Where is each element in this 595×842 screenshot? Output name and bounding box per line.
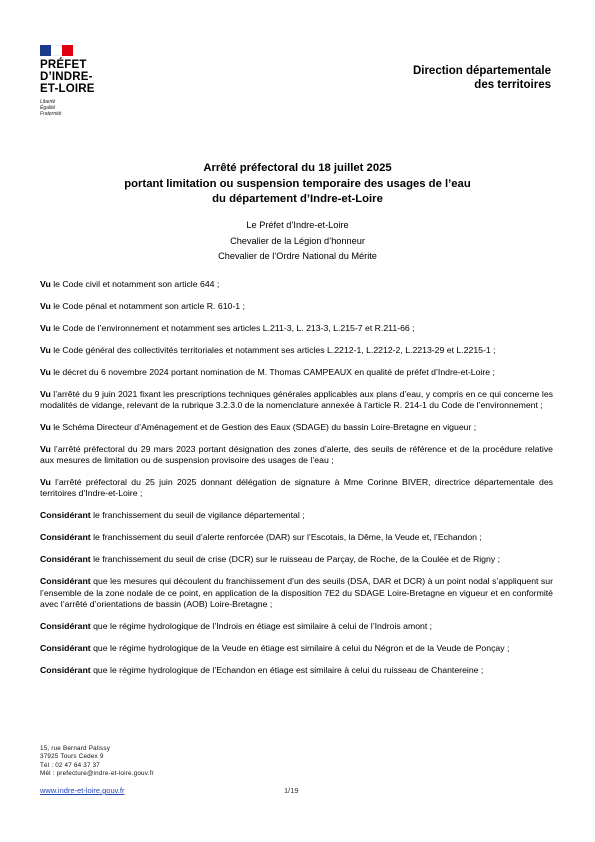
- recital-paragraph: [40, 422, 553, 433]
- address-line: Tél : 02 47 64 37 37: [40, 761, 101, 769]
- recital-lead: Vu: [40, 344, 51, 355]
- prefet-titles: [40, 218, 555, 265]
- recital-paragraph: [40, 389, 553, 412]
- document-title: [40, 161, 555, 208]
- recital-text: le Code civil et notamment son article 644 ;: [50, 279, 220, 289]
- recital-lead: Considérant: [40, 554, 91, 565]
- recital-paragraph: [40, 301, 553, 312]
- recital-lead: Vu: [40, 300, 51, 311]
- recital-lead: Vu: [40, 477, 51, 488]
- prefecture-logo: [40, 45, 130, 117]
- recital-text: le Code général des collectivités territoriales et notamment ses articles L.2212-1, L.2212-2, L.2213-29 et L.2215-1 ;: [50, 344, 496, 355]
- recital-lead: Vu: [40, 443, 51, 454]
- recital-text: que le régime hydrologique de l’Indrois en étiage est similaire à celui de l’Indrois amont ;: [90, 620, 433, 631]
- logo-line: PRÉFET: [40, 59, 87, 71]
- recital-paragraph: [40, 323, 553, 334]
- prefet-line: Chevalier de la Légion d’honneur: [230, 235, 365, 246]
- issuing-direction: [413, 64, 551, 92]
- prefet-line: Le Préfet d’Indre-et-Loire: [246, 220, 349, 230]
- address-line: 15, rue Bernard Palissy: [40, 745, 111, 752]
- recital-text: que les mesures qui découlent du franchissement d’un des seuils (DSA, DAR et DCR) à un point nodal s’appliquent sur l’ensemble de la zone nodale de ce point, en application de la disposition 7E2 du SDAGE Loire-Bretagne en vigueur et en conformité avec l’arrêté d’orientations de bassin (AOB) Loire-Bretagne ;: [40, 576, 553, 609]
- recital-text: le Code de l’environnement et notamment ses articles L.211-3, L. 213-3, L.215-7 et R.211-66 ;: [50, 322, 415, 333]
- recital-paragraph: [40, 665, 553, 676]
- recital-text: l’arrêté préfectoral du 29 mars 2023 portant désignation des zones d’alerte, des seuils de référence et de la procédure relative aux mesures de limitation ou de suspension provisoire des usages de l’eau ;: [40, 443, 553, 466]
- recital-lead: Considérant: [40, 576, 91, 587]
- title-line: du département d’Indre-et-Loire: [212, 193, 383, 205]
- direction-line: des territoires: [474, 79, 551, 91]
- recital-paragraph: [40, 554, 553, 565]
- recital-lead: Considérant: [40, 664, 91, 675]
- recital-paragraph: [40, 444, 553, 467]
- recital-text: que le régime hydrologique de la Veude en étiage est similaire à celui du Négron et de la Veude de Ponçay ;: [90, 642, 510, 653]
- website-link[interactable]: www.indre-et-loire.gouv.fr: [40, 786, 125, 795]
- republic-motto: [40, 99, 130, 117]
- title-line: portant limitation ou suspension temporaire des usages de l’eau: [124, 177, 471, 190]
- recital-paragraph: [40, 477, 553, 500]
- address-line: Mél : prefecture@indre-et-loire.gouv.fr: [40, 769, 154, 777]
- recital-text: l’arrêté préfectoral du 25 juin 2025 donnant délégation de signature à Mme Corinne BIVER, directrice départementale des territoires d’Indre-et-Loire ;: [40, 477, 553, 499]
- motto-line: Liberté: [40, 99, 56, 105]
- recital-paragraph: [40, 643, 553, 654]
- recital-text: que le régime hydrologique de l’Echandon en étiage est similaire à celui du ruisseau de Chantereine ;: [90, 664, 484, 675]
- recital-lead: Vu: [40, 388, 51, 399]
- logo-line: ET-LOIRE: [40, 83, 95, 95]
- recital-paragraph: [40, 279, 553, 290]
- recital-paragraph: [40, 576, 553, 610]
- motto-line: Fraternité: [40, 111, 62, 117]
- recitals: [40, 279, 553, 687]
- recital-text: le décret du 6 novembre 2024 portant nomination de M. Thomas CAMPEAUX en qualité de préfet d’Indre-et-Loire ;: [50, 366, 495, 377]
- logo-text: [40, 59, 130, 95]
- recital-text: le franchissement du seuil de crise (DCR) sur le ruisseau de Parçay, de Roche, de la Coulée et de Rigny ;: [90, 554, 501, 565]
- republic-flag-icon: [40, 45, 73, 56]
- recital-text: l’arrêté du 9 juin 2021 fixant les prescriptions techniques générales applicables aux plans d’eau, y compris en ce qui concerne les modalités de vidange, relevant de la rubrique 3.2.3.0 de la nomenclature annexée à l’article R. 214-1 du Code de l’environnement ;: [40, 388, 553, 410]
- recital-paragraph: [40, 621, 553, 632]
- motto-line: Égalité: [40, 105, 56, 111]
- page-number: 1/19: [284, 786, 299, 795]
- recital-lead: Considérant: [40, 532, 91, 543]
- recital-lead: Considérant: [40, 642, 91, 653]
- recital-lead: Considérant: [40, 510, 91, 521]
- direction-line: Direction départementale: [412, 65, 551, 77]
- recital-lead: Vu: [40, 279, 51, 289]
- recital-lead: Vu: [40, 322, 51, 333]
- recital-text: le franchissement du seuil d’alerte renforcée (DAR) sur l’Escotais, la Dême, la Veude et, l’Echandon ;: [90, 532, 482, 543]
- recital-lead: Vu: [40, 421, 51, 432]
- logo-line: D’INDRE-: [40, 71, 93, 83]
- postal-address: [40, 745, 240, 778]
- recital-text: le Schéma Directeur d’Aménagement et de Gestion des Eaux (SDAGE) du bassin Loire-Bretagne en vigueur ;: [50, 421, 477, 432]
- recital-paragraph: [40, 345, 553, 356]
- recital-lead: Considérant: [40, 620, 91, 631]
- recital-text: le Code pénal et notamment son article R. 610-1 ;: [50, 300, 245, 311]
- recital-paragraph: [40, 367, 553, 378]
- address-line: 37925 Tours Cedex 9: [40, 753, 104, 761]
- title-line: Arrêté préfectoral du 18 juillet 2025: [203, 162, 392, 174]
- recital-paragraph: [40, 532, 553, 543]
- recital-paragraph: [40, 510, 553, 521]
- recital-lead: Vu: [40, 366, 51, 377]
- recital-text: le franchissement du seuil de vigilance départemental ;: [90, 510, 305, 521]
- prefet-line: Chevalier de l’Ordre National du Mérite: [218, 251, 377, 261]
